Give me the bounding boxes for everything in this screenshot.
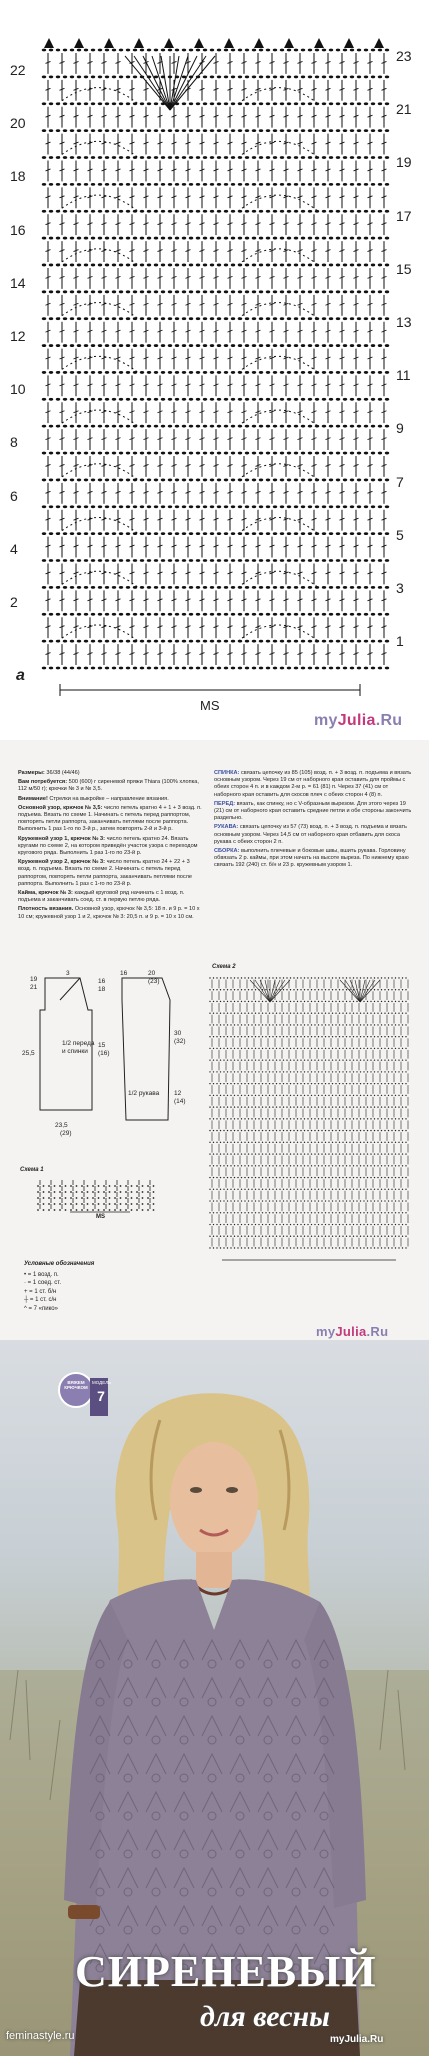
row-number: 1 <box>396 633 404 650</box>
scheme1-ms-label: MS <box>96 1214 105 1220</box>
scheme1-grid <box>37 1180 154 1211</box>
dimension-label: 1/2 рукава <box>128 1090 160 1097</box>
legend-text: = 7 «пико» <box>28 1305 58 1312</box>
legend-item <box>24 1271 164 1280</box>
badge-model-number: 7 <box>97 1388 105 1404</box>
dimension-label: 16 <box>120 970 128 977</box>
dimension-label: 18 <box>98 986 106 993</box>
watermark: myJulia.Ru <box>314 712 403 729</box>
legend-item <box>24 1279 164 1288</box>
chart-a-label: a <box>16 667 25 684</box>
legend-text: = 1 ст. б/н <box>29 1288 57 1295</box>
dimension-label: 19 <box>30 976 38 983</box>
row-number: 8 <box>10 434 18 451</box>
legend-item <box>24 1288 164 1297</box>
row-number: 23 <box>396 48 412 64</box>
instructions-left-column: Размеры: 36/38 (44/46) Вам потребуется: 500 (600) г сиреневой пряжи Thiara (100% хлопка, 112 м/50 г); крючки № 3 и № 3,5. Внимание! Стрелки на выкройке – направление вязания. Основной узор, крючок № 3,5: число петель кратно 4 + 1 + 3 возд. п. подъема. Вязать по схеме 1. Начинать с петель перед раппортом, повторять петли раппорта, заканчивать петлями после раппорта. Выполнить 1 раз 1-го по 3-й р., затем повторять 2-й и 3-й р. Кружевной узор 1, крючок № 3: число петель кратно 24. Вязать кругами по схеме 2, на котором приведён участок узора с переходом кругового ряда. Выполнить 1 раз 1-го по 23-й р. Кружевной узор 2, крючок № 3: число петель кратно 24 + 22 + 3 возд. п. подъема. Вязать по схеме 2. Начинать с петель перед раппортом, повторять петли раппорта, заканчивать петлями после раппорта. Выполнить 1 раз с 1-го по 23-й р. Кайма, крючок № 3: каждый круговой ряд начинать с 1 возд. п. подъема и заканчивать соед. ст. в первую петлю ряда. Плотность вязания. Основной узор, крючок № 3,5: 18 п. и 9 р. = 10 х 10 см; кружевной узор 1 и 2, крючок № 3: 20,5 п. и 9 р. = 10 х 10 см. <box>18 770 202 920</box>
dimension-label: (14) <box>174 1098 186 1105</box>
page-watermark: myJulia.Ru <box>316 1324 389 1339</box>
legend-text: = 1 соед. ст. <box>27 1280 62 1286</box>
legend-symbol-icon: · <box>24 1280 28 1286</box>
row-number: 12 <box>10 328 26 344</box>
row-number: 2 <box>10 594 18 610</box>
row-number: 6 <box>10 487 18 504</box>
row-number: 9 <box>396 420 404 437</box>
dimension-label: 23,5 <box>55 1122 68 1129</box>
dimension-label: и спинки <box>62 1048 88 1055</box>
photo-watermark: myJulia.Ru <box>330 2034 384 2045</box>
row-number: 10 <box>10 381 26 398</box>
row-number: 15 <box>396 260 412 277</box>
magazine-instructions-page <box>0 740 429 1340</box>
row-number: 16 <box>10 221 26 238</box>
row-number: 13 <box>396 314 412 330</box>
dimension-label: 3 <box>66 970 70 977</box>
row-number: 5 <box>396 526 404 543</box>
scheme1-label: Схема 1 <box>20 1167 44 1173</box>
dimension-label: 16 <box>98 978 106 985</box>
legend-symbol-icon: • <box>24 1271 28 1278</box>
legend-text: = 1 ст. с/н <box>29 1297 57 1303</box>
photo-title: СИРЕНЕВЫЙ <box>75 1947 377 1996</box>
row-number: 3 <box>396 580 404 596</box>
photo-subtitle: для весны <box>200 2000 330 2033</box>
row-number: 17 <box>396 207 412 224</box>
dimension-label: 15 <box>98 1042 106 1049</box>
row-number: 11 <box>396 367 411 384</box>
crochet-chart <box>0 0 429 740</box>
row-number: 19 <box>396 154 412 171</box>
legend-text: = 1 возд. п. <box>27 1271 59 1278</box>
dimension-label: 30 <box>174 1030 182 1037</box>
badge-model-label: МОДЕЛЬ <box>92 1380 112 1385</box>
legend-item <box>24 1305 164 1314</box>
badge-caption: ВЯЖЕМ КРЮЧКОМ <box>64 1380 88 1390</box>
dimension-label: (29) <box>60 1130 72 1137</box>
dimension-label: (23) <box>148 978 160 985</box>
instructions-right-column: СПИНКА: связать цепочку из 85 (105) возд. п. + 3 возд. п. подъема и вязать основным узором. Через 19 см от наборного края оставить для проймы с обеих сторон 4 п. и в каждом 2-м р. = 61 (81) п. Через 37 (41) см от наборного края оставить для скосов плеч с обеих сторон 4 (8) п. ПЕРЕД: вязать, как спинку, но с V-образным вырезом. Для этого через 19 (21) см от наборного края оставить средние петли и обе стороны закончить раздельно. РУКАВА: связать цепочку из 57 (73) возд. п. + 3 возд. п. подъема и вязать основным узором. Через 14,5 см от наборного края отбавить для скоса рукава с обеих сторон 2 п. СБОРКА: выполнить плечевые и боковые швы, вшить рукава. Горловину обвязать 2 р. каймы, при этом начать на высоте выреза. По нижнему краю связать 192 (240) ст. б/н и 23 р. кружевным узором 1. <box>214 770 412 869</box>
chart-symbols <box>42 38 389 669</box>
row-number: 22 <box>10 62 26 78</box>
dimension-label: (32) <box>174 1038 186 1045</box>
row-number: 7 <box>396 473 404 490</box>
legend-item <box>24 1296 164 1305</box>
site-tag: feminastyle.ru <box>6 2030 75 2042</box>
row-number: 20 <box>10 115 26 132</box>
legend-symbol-icon: ^ <box>24 1305 29 1312</box>
row-number: 21 <box>396 101 412 118</box>
dimension-label: 25,5 <box>22 1050 35 1057</box>
legend-symbol-icon: + <box>24 1288 30 1295</box>
dimension-label: 21 <box>30 984 38 991</box>
chart-ms-label: MS <box>200 698 220 713</box>
crochet-chart-section <box>0 0 429 740</box>
dimension-label: (16) <box>98 1050 110 1057</box>
row-number: 14 <box>10 274 26 291</box>
row-number: 18 <box>10 168 26 185</box>
legend: Условные обозначения • = 1 возд. п. · = 1 соед. ст. + = 1 ст. б/н ┼ = 1 ст. с/н ^ = 7 «пико» <box>24 1260 164 1330</box>
dimension-label: 20 <box>148 970 156 977</box>
dimension-label: 12 <box>174 1090 182 1097</box>
scheme2-grid <box>209 977 408 1248</box>
row-number: 4 <box>10 540 18 557</box>
legend-symbol-icon: ┼ <box>24 1297 30 1303</box>
scheme2-label: Схема 2 <box>212 964 236 970</box>
dimension-label: 1/2 переда <box>62 1040 95 1047</box>
